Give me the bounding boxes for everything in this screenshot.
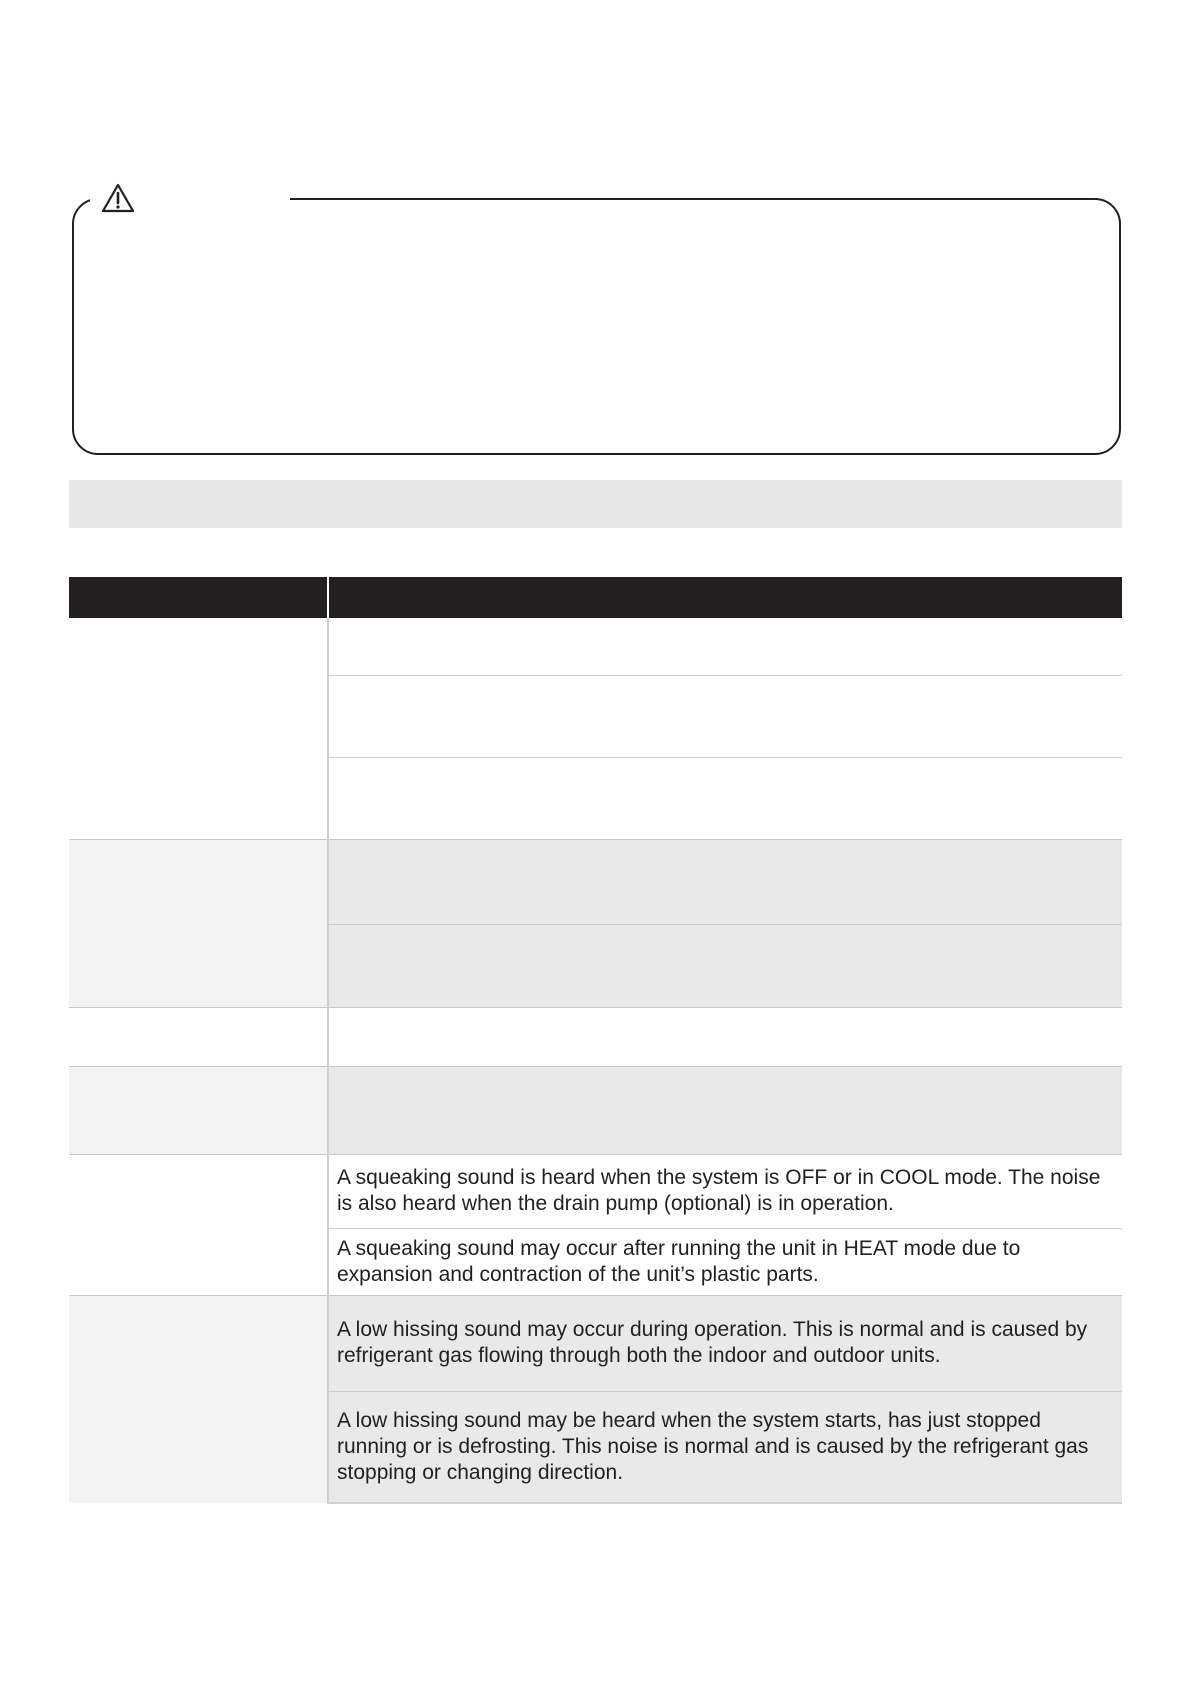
table-description-cell: A low hissing sound may be heard when the system starts, has just stopped running or is defrosting. This noise is normal and is caused by the refrigerant gas stopping or changing direction. [328,1391,1122,1503]
noise-table [69,577,1122,1504]
section-heading-band [69,480,1122,528]
table-description-cell [328,675,1122,757]
table-header-cell [69,577,328,618]
table-description-cell [328,757,1122,839]
table-category-cell [69,1154,328,1295]
table-row [69,1066,1122,1154]
table-row [69,1295,1122,1391]
table-description-cell: A squeaking sound may occur after running the unit in HEAT mode due to expansion and contraction of the unit’s plastic parts. [328,1228,1122,1295]
table-category-cell [69,839,328,1007]
table-description-cell: A low hissing sound may occur during operation. This is normal and is caused by refrigerant gas flowing through both the indoor and outdoor units. [328,1295,1122,1391]
caution-box [72,198,1121,455]
table-category-cell [69,1007,328,1066]
table-description-cell [328,1007,1122,1066]
table-row [69,618,1122,675]
table-category-cell [69,618,328,839]
table-description-cell [328,1066,1122,1154]
table-description-cell [328,839,1122,924]
table-row [69,839,1122,924]
table-header-row [69,577,1122,618]
table-category-cell [69,1295,328,1503]
warning-triangle-icon [101,183,135,213]
table-row [69,1154,1122,1228]
table-description-cell: A squeaking sound is heard when the system is OFF or in COOL mode. The noise is also heard when the drain pump (optional) is in operation. [328,1154,1122,1228]
table-description-cell [328,618,1122,675]
table-description-cell [328,924,1122,1007]
table-row [69,1007,1122,1066]
table-header-cell [328,577,1122,618]
table-category-cell [69,1066,328,1154]
